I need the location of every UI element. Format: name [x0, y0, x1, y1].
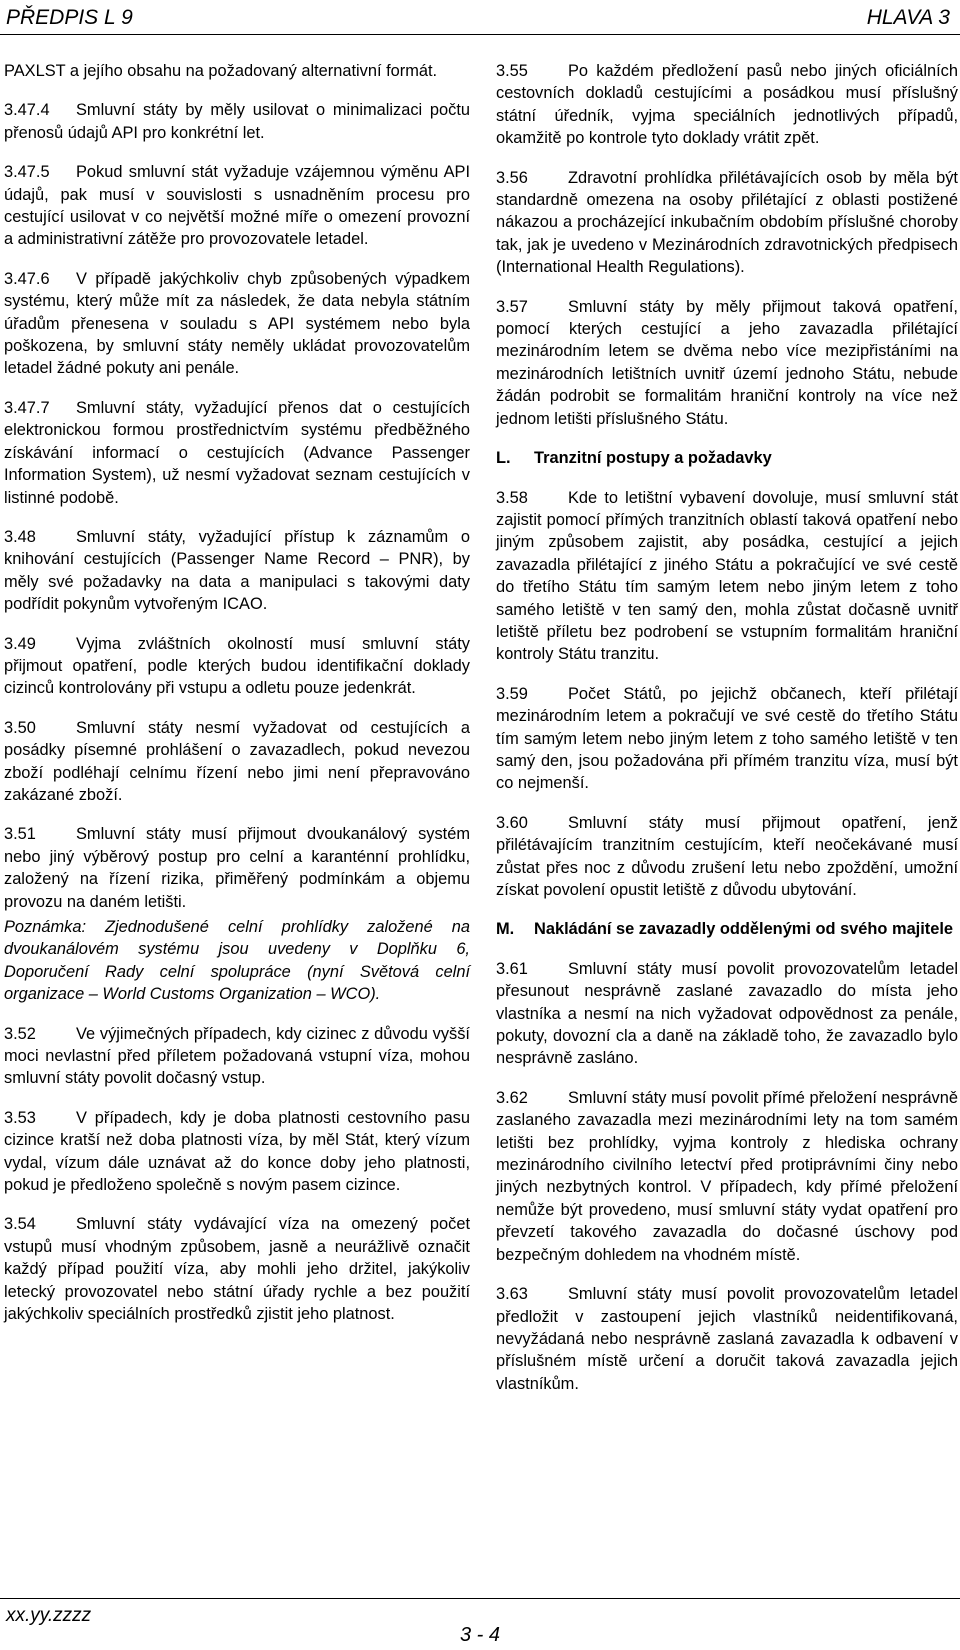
clause-paragraph — [4, 1107, 470, 1197]
clause-number: 3.47.4 — [4, 101, 50, 120]
clause-paragraph — [4, 1023, 470, 1090]
clause-number: 3.63 — [496, 1285, 528, 1304]
clause-number: 3.56 — [496, 168, 528, 187]
header-rule — [0, 34, 960, 35]
clause-number: 3.47.5 — [4, 163, 50, 182]
section-title: Nakládání se zavazadly oddělenými od svého majitele — [534, 920, 954, 939]
clause-text: Smluvní státy musí přijmout opatření, jenž přilétávajícím tranzitním cestujícím, kteří neočekávané musí zůstat přes noc z důvodu zrušení letu nebo zpoždění, umožní získat povolení opustit letiště z důvodu ubytování. — [496, 813, 958, 899]
clause-text: Počet Států, po jejichž občanech, kteří přilétají mezinárodním letem a pokračují ve své cestě do třetího Státu tím samým letem nebo jiným letem z toho samého letiště v ten samý den, jsou požadována při přímém tranzitu víza, musí být co nejmenší. — [496, 684, 958, 793]
clause-number: 3.55 — [496, 62, 528, 80]
header-chapter: HLAVA 3 — [866, 6, 950, 29]
clause-text: Pokud smluvní stát vyžaduje vzájemnou výměnu API údajů, pak musí v souvislosti s usnadněním procesu pro cestující usilovat v co největší možné míře o omezení provozní a administrativní zátěže pro provozovatele letadel. — [4, 163, 470, 249]
clause-number: 3.47.7 — [4, 398, 50, 417]
clause-number: 3.54 — [4, 1215, 36, 1234]
clause-number: 3.57 — [496, 297, 528, 316]
clause-text: Zdravotní prohlídka přilétávajících osob by měla být standardně omezena na osoby přilétající z oblasti postižené nákazou a procházející inkubačním obdobím příslušné choroby tak, jak je uvedeno v Mezinárodních zdravotnických předpisech (International Health Regulations). — [496, 168, 958, 277]
page-number: 3 - 4 — [459, 1624, 501, 1646]
footer-date: xx.yy.zzzz — [6, 1605, 92, 1626]
clause-number: 3.62 — [496, 1088, 528, 1107]
clause-number: 3.53 — [4, 1108, 36, 1127]
clause-paragraph — [496, 958, 958, 1070]
section-heading — [496, 447, 958, 469]
header-regulation: PŘEDPIS L 9 — [6, 6, 133, 29]
clause-paragraph — [496, 60, 958, 150]
page-footer — [0, 1598, 960, 1650]
clause-text: Vyjma zvláštních okolností musí smluvní státy přijmout opatření, podle kterých budou identifikační doklady cizinců kontrolovány při vstupu a odletu pouze jedenkrát. — [4, 634, 470, 698]
clause-number: 3.47.6 — [4, 269, 50, 288]
clause-paragraph — [496, 296, 958, 430]
clause-text: Smluvní státy, vyžadující přenos dat o cestujících elektronickou formou prostřednictvím systému předběžného získávání informací o cestujících (Advance Passenger Information System), už nesmí vyžadovat seznam cestujících v listinné podobě. — [4, 398, 470, 507]
clause-text: PAXLST a jejího obsahu na požadovaný alternativní formát. — [4, 62, 438, 80]
clause-number: 3.60 — [496, 813, 528, 832]
clause-number: 3.58 — [496, 488, 528, 507]
clause-paragraph — [496, 1283, 958, 1395]
clause-number: 3.52 — [4, 1024, 36, 1043]
clause-paragraph — [4, 268, 470, 380]
clause-text: Smluvní státy nesmí vyžadovat od cestujících a posádky písemné prohlášení o zavazadlech, pokud nevezou zboží podléhají celnímu řízení nebo jimi není přepravováno zakázané zboží. — [4, 718, 470, 804]
clause-text: Po každém předložení pasů nebo jiných oficiálních cestovních dokladů cestujícími a posádkou musí příslušný státní úředník, vyjma speciálních jednotlivých případů, okamžitě po kontrole tyto doklady vrátit zpět. — [496, 62, 958, 148]
clause-number: 3.50 — [4, 718, 36, 737]
clause-paragraph — [4, 717, 470, 807]
clause-paragraph — [496, 487, 958, 666]
clause-text: Smluvní státy musí povolit přímé přeložení nesprávně zaslaného zavazadla mezi mezinárodními lety na tom samém letišti bez prohlídky, vyjma kontroly z hlediska ochrany mezinárodního civilního letectví před protiprávními činy nebo jiných nezbytných kontrol. V případech, kdy přímé přeložení nemůže být provedeno, musí smluvní státy vydat opatření pro převzetí takového zavazadla do dočasné úschovy pod bezpečným dohledem na vhodném místě. — [496, 1088, 958, 1264]
footer-rule — [0, 1598, 960, 1599]
clause-paragraph — [4, 633, 470, 700]
clause-text: Kde to letištní vybavení dovoluje, musí smluvní stát zajistit pomocí přímých tranzitních oblastí taková opatření nebo jiným způsobem zajistit, aby posádka, cestující a jejich zavazadla přilétající z jiného Státu a pokračující ve své cestě do třetího Státu tím samým letem nebo jiným letem z toho samého letiště v ten samý den, mohla zůstat dočasně uvnitř letiště příletu bez podrobení se vstupním formalitám hraniční kontroly Státu tranzitu. — [496, 488, 958, 664]
clause-paragraph — [496, 167, 958, 279]
clause-text: V případě jakýchkoliv chyb způsobených výpadkem systému, který může mít za následek, že data nebyla státním úřadům přenesena v souladu s API systémem nebo byla poškozena, by smluvní státy neměly ukládat provozovatelům letadel žádné pokuty ani penále. — [4, 269, 470, 378]
clause-paragraph — [4, 397, 470, 509]
clause-paragraph — [4, 99, 470, 144]
clause-paragraph — [4, 161, 470, 251]
clause-text: Smluvní státy vydávající víza na omezený počet vstupů musí vhodným způsobem, jasně a neurážlivě označit každý případ použití víza, aby mohli jeho držitel, jakýkoliv letecký provozovatel nebo státní úřady rychle a bez použití jakýchkoliv speciálních prostředků zjistit jeho platnost. — [4, 1215, 470, 1324]
clause-paragraph — [4, 823, 470, 913]
clause-paragraph — [496, 683, 958, 795]
clause-text: Smluvní státy musí povolit provozovatelům letadel předložit v zastoupení jejich vlastníků neidentifikovaná, nevyžádaná nebo nesprávně zaslaná zavazadla k odbavení v příslušném místě určení a doručit taková zavazadla jejich vlastníkům. — [496, 1285, 958, 1393]
section-letter: M. — [496, 920, 515, 939]
clause-paragraph — [4, 1213, 470, 1325]
page-header — [0, 0, 960, 40]
left-column — [4, 60, 470, 1343]
clause-paragraph — [4, 526, 470, 616]
clause-paragraph — [496, 1087, 958, 1266]
clause-number: 3.48 — [4, 527, 36, 546]
clause-text: Smluvní státy by měly přijmout taková opatření, pomocí kterých cestující a jeho zavazadla přilétající mezinárodním letem se dvěma nebo více mezipřistáními na mezinárodních letištních uvnitř území jednoho Státu, nebude žádán podrobit se formalitám hraniční kontroly na více než jednom letišti příslušného Státu. — [496, 297, 958, 428]
clause-number: 3.51 — [4, 825, 36, 844]
clause-number: 3.49 — [4, 634, 36, 653]
section-title: Tranzitní postupy a požadavky — [534, 449, 772, 468]
clause-paragraph — [496, 812, 958, 902]
clause-text: V případech, kdy je doba platnosti cestovního pasu cizince kratší než doba platnosti víza, by měl Stát, který vízum vydal, vízum dále uznávat až do konce doby jeho platnosti, pokud je předloženo společně s novým pasem cizince. — [4, 1108, 470, 1195]
clause-text: Smluvní státy by měly usilovat o minimalizaci počtu přenosů údajů API pro konkrétní let. — [4, 101, 470, 142]
clause-number: 3.59 — [496, 684, 528, 703]
clause-paragraph — [4, 60, 470, 82]
right-column — [496, 60, 958, 1412]
clause-text: Smluvní státy, vyžadující přístup k záznamům o knihování cestujících (Passenger Name Record – PNR), by měly své požadavky na data a manipulaci s takovými daty podřídit pokynům vytvořeným ICAO. — [4, 527, 470, 614]
clause-text: Smluvní státy musí povolit provozovatelům letadel přesunout nesprávně zaslané zavazadlo do místa jeho vlastníka a nesmí na nich vyžadovat odpovědnost za penále, pokuty, dovozní cla a daně na základě toho, že zavazadlo bylo nesprávně zasláno. — [496, 959, 958, 1068]
clause-text: Smluvní státy musí přijmout dvoukanálový systém nebo jiný výběrový postup pro celní a karanténní prohlídku, založený na řízení rizika, přiměřený podmínkám a objemu provozu na daném letišti. — [4, 825, 470, 911]
note-paragraph — [4, 916, 470, 1006]
clause-text: Ve výjimečných případech, kdy cizinec z důvodu vyšší moci nevlastní před příletem požadovaná vstupní víza, mohou smluvní státy povolit dočasný vstup. — [4, 1024, 470, 1088]
clause-text: Poznámka: Zjednodušené celní prohlídky založené na dvoukanálovém systému jsou uvedeny v Doplňku 6, Doporučení Rady celní spolupráce (nyní Světová celní organizace – World Customs Organization – WCO). — [4, 918, 470, 1004]
section-letter: L. — [496, 449, 511, 468]
clause-number: 3.61 — [496, 959, 528, 978]
section-heading — [496, 918, 958, 940]
